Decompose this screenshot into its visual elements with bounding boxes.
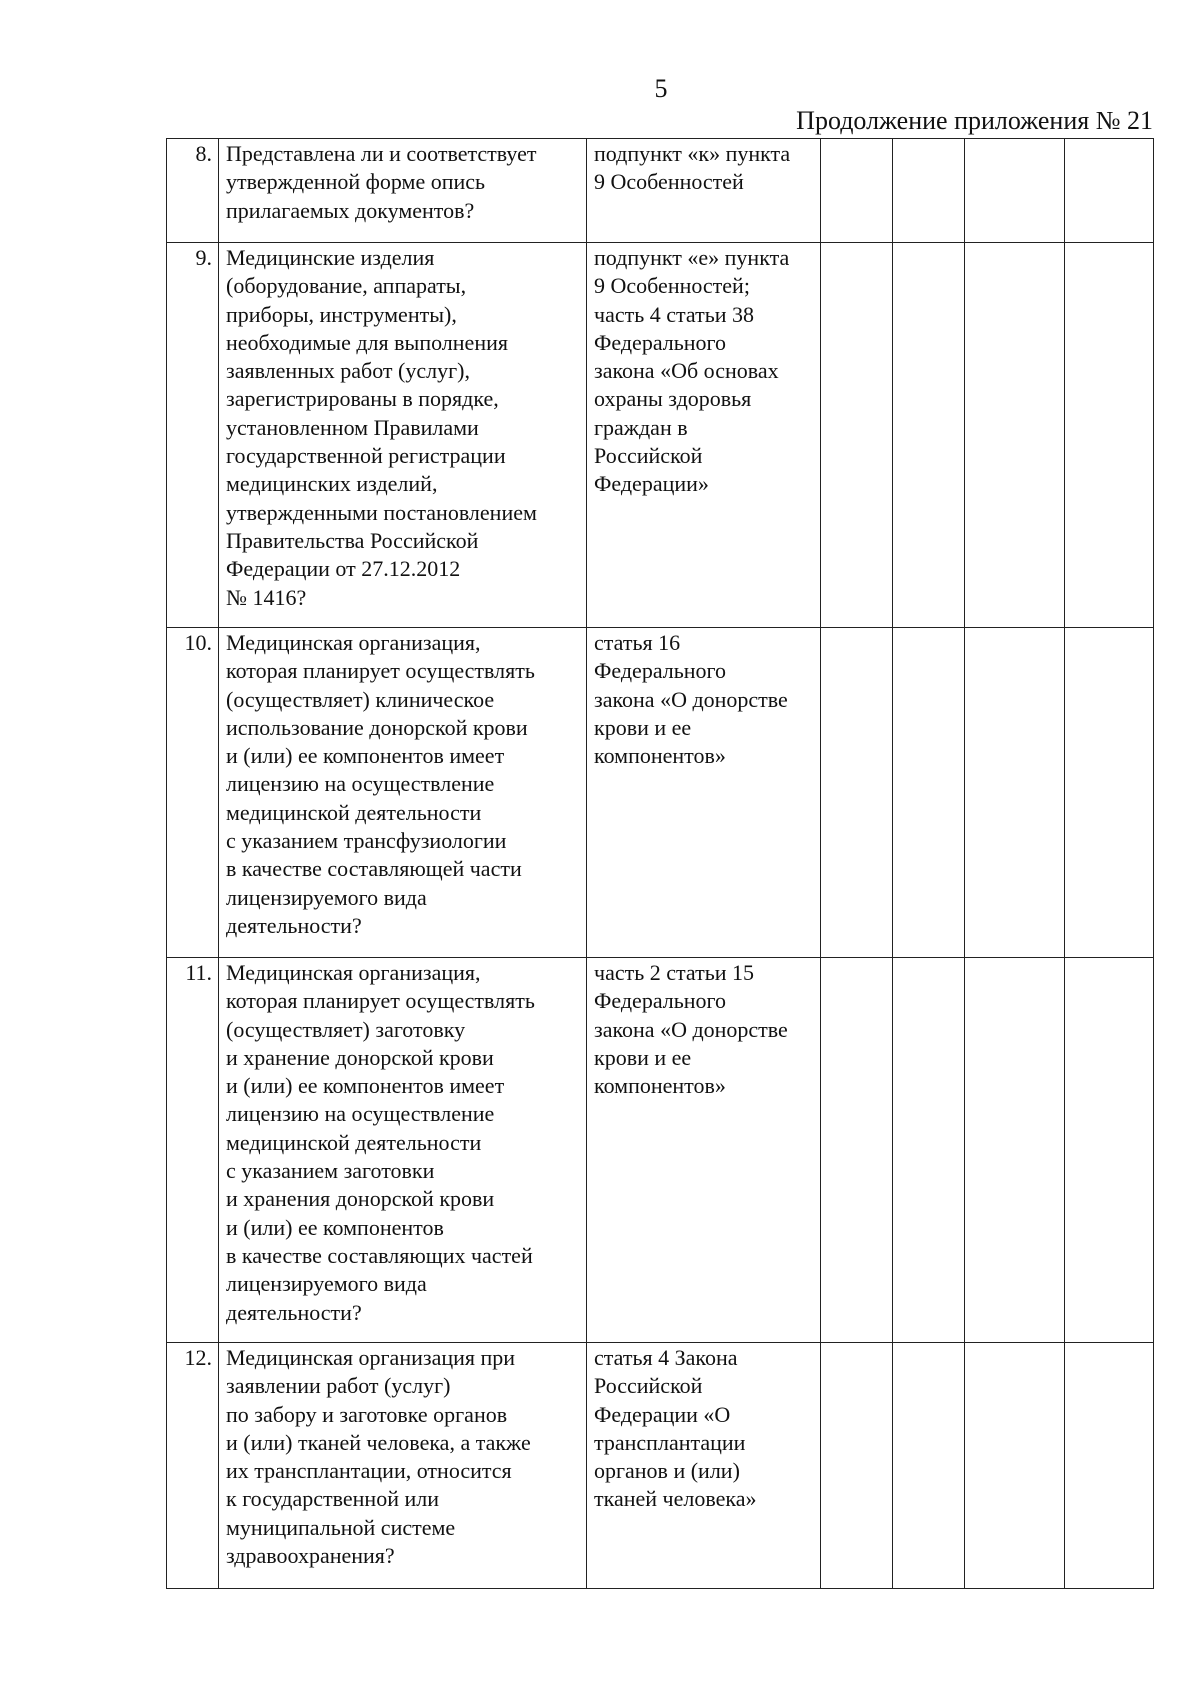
reference-line: закона «О донорстве <box>594 1016 788 1042</box>
checklist-table-body <box>167 139 1154 1589</box>
question-line: необходимые для выполнения <box>226 329 508 355</box>
reference-line: 9 Особенностей; <box>594 273 750 299</box>
reference-line: Российской <box>594 443 703 469</box>
answer-not-applicable-cell <box>965 628 1065 958</box>
answer-no-cell <box>893 628 965 958</box>
reference-line: тканей человека» <box>594 1486 757 1512</box>
question-line: в качестве составляющей части <box>226 856 522 882</box>
question-line: медицинской деятельности <box>226 1129 482 1155</box>
answer-not-applicable-cell <box>965 958 1065 1343</box>
legal-reference <box>587 243 821 628</box>
question-line: и хранение донорской крови <box>226 1044 494 1070</box>
notes-cell <box>1065 1343 1154 1589</box>
answer-yes-cell <box>821 139 893 243</box>
reference-line: Федерального <box>594 988 727 1014</box>
reference-line: 9 Особенностей <box>594 169 744 195</box>
question-line: Медицинские изделия <box>226 245 435 270</box>
reference-line: трансплантации <box>594 1429 746 1455</box>
question-line: и (или) тканей человека, а также <box>226 1429 531 1455</box>
row-number: 10. <box>167 628 219 958</box>
answer-not-applicable-cell <box>965 139 1065 243</box>
answer-yes-cell <box>821 958 893 1343</box>
answer-yes-cell <box>821 243 893 628</box>
table-row <box>167 1343 1154 1589</box>
table-row <box>167 139 1154 243</box>
answer-not-applicable-cell <box>965 1343 1065 1589</box>
appendix-continuation-heading: Продолжение приложения № 21 <box>796 106 1153 135</box>
checklist-table <box>166 138 1154 1589</box>
question-line: к государственной или <box>226 1486 440 1512</box>
question-line: приборы, инструменты), <box>226 301 457 327</box>
question-line: и (или) ее компонентов имеет <box>226 1073 505 1099</box>
reference-line: часть 2 статьи 15 <box>594 960 755 985</box>
answer-no-cell <box>893 1343 965 1589</box>
question-line: (осуществляет) заготовку <box>226 1016 466 1042</box>
answer-no-cell <box>893 139 965 243</box>
legal-reference <box>587 139 821 243</box>
question-line: деятельности? <box>226 912 362 938</box>
answer-no-cell <box>893 243 965 628</box>
question-line: здравоохранения? <box>226 1543 395 1569</box>
question-line: (оборудование, аппараты, <box>226 273 467 299</box>
question-line: медицинской деятельности <box>226 799 482 825</box>
question-line: установленном Правилами <box>226 414 479 440</box>
question-line: Медицинская организация, <box>226 630 481 655</box>
legal-reference <box>587 628 821 958</box>
legal-reference <box>587 958 821 1343</box>
table-row <box>167 958 1154 1343</box>
table-row <box>167 628 1154 958</box>
requirement-question <box>219 139 587 243</box>
question-line: заявленных работ (услуг), <box>226 358 470 384</box>
reference-line: компонентов» <box>594 743 726 769</box>
reference-line: подпункт «к» пункта <box>594 141 791 166</box>
question-line: медицинских изделий, <box>226 471 438 497</box>
requirement-question <box>219 1343 587 1589</box>
reference-line: крови и ее <box>594 714 692 740</box>
row-number: 11. <box>167 958 219 1343</box>
question-line: лицензируемого вида <box>226 1271 427 1297</box>
reference-line: органов и (или) <box>594 1458 740 1484</box>
question-line: и (или) ее компонентов <box>226 1214 444 1240</box>
reference-line: закона «Об основах <box>594 358 779 384</box>
notes-cell <box>1065 958 1154 1343</box>
question-line: № 1416? <box>226 584 307 610</box>
reference-line: статья 16 <box>594 630 681 655</box>
reference-line: крови и ее <box>594 1044 692 1070</box>
requirement-question <box>219 628 587 958</box>
question-line: муниципальной системе <box>226 1514 456 1540</box>
reference-line: часть 4 статьи 38 <box>594 301 755 327</box>
reference-line: Федерации «О <box>594 1401 731 1427</box>
question-line: лицензию на осуществление <box>226 1101 495 1127</box>
question-line: которая планирует осуществлять <box>226 988 535 1014</box>
reference-line: граждан в <box>594 414 688 440</box>
question-line: утвержденной форме опись <box>226 169 486 195</box>
row-number: 12. <box>167 1343 219 1589</box>
reference-line: закона «О донорстве <box>594 686 788 712</box>
question-line: зарегистрированы в порядке, <box>226 386 499 412</box>
question-line: их трансплантации, относится <box>226 1458 512 1484</box>
reference-line: компонентов» <box>594 1073 726 1099</box>
question-line: лицензию на осуществление <box>226 771 495 797</box>
reference-line: Федерального <box>594 658 727 684</box>
reference-line: охраны здоровья <box>594 386 752 412</box>
question-line: Правительства Российской <box>226 527 479 553</box>
question-line: государственной регистрации <box>226 443 506 469</box>
question-line: которая планирует осуществлять <box>226 658 535 684</box>
question-line: с указанием трансфузиологии <box>226 828 507 854</box>
reference-line: Федерации» <box>594 471 709 497</box>
question-line: (осуществляет) клиническое <box>226 686 495 712</box>
reference-line: Российской <box>594 1373 703 1399</box>
notes-cell <box>1065 628 1154 958</box>
answer-not-applicable-cell <box>965 243 1065 628</box>
question-line: Медицинская организация при <box>226 1345 516 1370</box>
question-line: лицензируемого вида <box>226 884 427 910</box>
question-line: Медицинская организация, <box>226 960 481 985</box>
question-line: прилагаемых документов? <box>226 197 475 223</box>
answer-yes-cell <box>821 628 893 958</box>
answer-no-cell <box>893 958 965 1343</box>
question-line: с указанием заготовки <box>226 1158 435 1184</box>
reference-line: Федерального <box>594 329 727 355</box>
question-line: заявлении работ (услуг) <box>226 1373 451 1399</box>
question-line: утвержденными постановлением <box>226 499 537 525</box>
reference-line: статья 4 Закона <box>594 1345 738 1370</box>
row-number: 9. <box>167 243 219 628</box>
question-line: и (или) ее компонентов имеет <box>226 743 505 769</box>
reference-line: подпункт «е» пункта <box>594 245 790 270</box>
question-line: Федерации от 27.12.2012 <box>226 556 461 582</box>
question-line: и хранения донорской крови <box>226 1186 495 1212</box>
question-line: по забору и заготовке органов <box>226 1401 508 1427</box>
page-number: 5 <box>654 74 668 103</box>
question-line: Представлена ли и соответствует <box>226 141 537 166</box>
row-number: 8. <box>167 139 219 243</box>
notes-cell <box>1065 139 1154 243</box>
requirement-question <box>219 243 587 628</box>
legal-reference <box>587 1343 821 1589</box>
question-line: в качестве составляющих частей <box>226 1242 533 1268</box>
answer-yes-cell <box>821 1343 893 1589</box>
table-row <box>167 243 1154 628</box>
notes-cell <box>1065 243 1154 628</box>
question-line: использование донорской крови <box>226 714 528 740</box>
requirement-question <box>219 958 587 1343</box>
question-line: деятельности? <box>226 1299 362 1325</box>
